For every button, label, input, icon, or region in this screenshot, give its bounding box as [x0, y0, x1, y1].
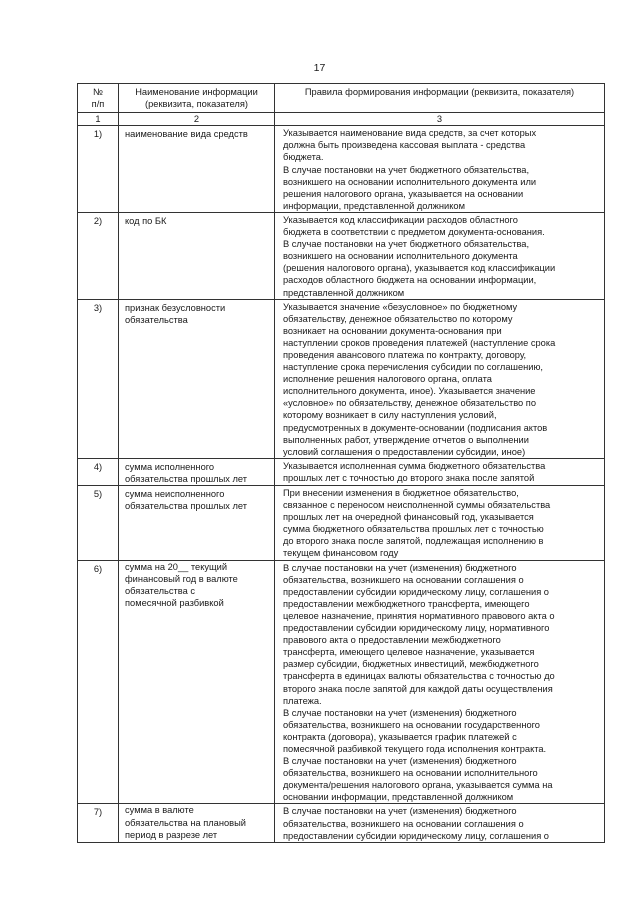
formation-rule [275, 212, 605, 299]
table-header-row [78, 84, 605, 113]
formation-rule-line: обязательства, возникшего на основании исполнительного [283, 768, 538, 779]
formation-rule-line: контракта (договора), указывается график платежей с [283, 731, 517, 742]
column-index: 1 [78, 113, 119, 126]
formation-rule-line: обязательству, денежное обязательство по которому [283, 313, 513, 324]
row-number: 7) [78, 804, 119, 842]
requisite-name-line: обязательства прошлых лет [125, 501, 248, 512]
formation-rule-line: возникшего на основании исполнительного документа [283, 251, 518, 262]
formation-rule-line: второго знака после запятой для каждой даты осуществления [283, 683, 553, 694]
requisite-name-line: обязательства на плановый [125, 817, 246, 828]
formation-rule-line: Указывается исполненная сумма бюджетного обязательства [283, 460, 546, 471]
formation-rule-line: возникает на основании документа-основания при [283, 325, 502, 336]
formation-rule-line: исполнение решения налогового органа, оплата [283, 374, 492, 385]
requisite-name [119, 486, 275, 561]
formation-rule-line: Указывается значение «безусловное» по бюджетному [283, 301, 518, 312]
requisite-name-line: помесячной разбивкой [125, 597, 224, 608]
formation-rule-line: расходов областного бюджета на основании информации, [283, 275, 537, 286]
formation-rule-line: основании информации, представленной должником [283, 792, 514, 803]
formation-rule-line: информации, представленной должником [283, 200, 465, 211]
requisite-name [119, 212, 275, 299]
requisite-name-line: обязательства [125, 314, 188, 325]
formation-rule-line: текущем финансовом году [283, 548, 399, 559]
row-number: 2) [78, 212, 119, 299]
formation-rule-line: (решения налогового органа), указывается код классификации [283, 263, 556, 274]
requisite-name-line: сумма исполненного [125, 461, 215, 472]
table-row [78, 804, 605, 842]
formation-rule-line: бюджета. [283, 152, 324, 163]
requisite-name-line: сумма в валюте [125, 805, 194, 816]
formation-rule-line: выполненных работ, утверждение отчетов о выполнении [283, 434, 529, 445]
formation-rule-line: документа/решения налогового органа, указывается сумма на [283, 780, 553, 791]
formation-rule-line: обязательства, возникшего на основании государственного [283, 719, 540, 730]
formation-rule-line: обязательства, возникшего на основании соглашения о [283, 574, 524, 585]
requisite-name [119, 126, 275, 213]
header-name-line: Наименование информации [135, 87, 258, 97]
formation-rule-line: Указывается наименование вида средств, за счет которых [283, 128, 537, 139]
page-number: 17 [313, 62, 326, 74]
column-index: 3 [275, 113, 605, 126]
formation-rule-line: прошлых лет на очередной финансовый год, указывается [283, 512, 534, 523]
requisite-name [119, 458, 275, 485]
requisite-name [119, 804, 275, 842]
formation-rule-line: В случае постановки на учет (изменения) бюджетного [283, 707, 517, 718]
formation-rule-line: помесячной разбивкой текущего года исполнения контракта. [283, 743, 547, 754]
formation-rule-line: платежа. [283, 695, 322, 706]
formation-rule [275, 126, 605, 213]
table-row [78, 560, 605, 804]
formation-rule-line: предоставлении субсидии юридическому лицу, нормативного [283, 623, 550, 634]
formation-rule-line: В случае постановки на учет (изменения) бюджетного [283, 562, 517, 573]
formation-rule-line: «условное» по обязательству, денежное обязательство по [283, 398, 536, 409]
formation-rule-line: связанное с переносом неисполненной суммы обязательства [283, 500, 551, 511]
formation-rule-line: бюджета в соответствии с предметом документа-основания. [283, 227, 545, 238]
formation-rule [275, 804, 605, 842]
formation-rule-line: предоставлении межбюджетного трансферта, имеющего [283, 598, 530, 609]
formation-rule [275, 486, 605, 561]
formation-rule-line: предусмотренных в документе-основании (подписания актов [283, 422, 548, 433]
formation-rule-line: исполнительного документа, иное). Указывается значение [283, 386, 536, 397]
table-row [78, 486, 605, 561]
formation-rule-line: обязательства, возникшего на основании соглашения о [283, 818, 524, 829]
table-row [78, 126, 605, 213]
table-row [78, 299, 605, 458]
requisite-name [119, 560, 275, 804]
formation-rule-line: целевое назначение, принятия нормативного правового акта о [283, 610, 555, 621]
row-number: 5) [78, 486, 119, 561]
formation-rule-line: правового акта о предоставлении межбюджетного [283, 635, 501, 646]
column-index-row [78, 113, 605, 126]
formation-rule-line: проведения авансового платежа по контракту, договору, [283, 349, 527, 360]
formation-rule-line: При внесении изменения в бюджетное обязательство, [283, 488, 519, 498]
formation-rule-line: предоставлении субсидии юридическому лицу, соглашения о [283, 830, 549, 841]
formation-rule-line: наступление срока перечисления субсидии по соглашению, [283, 362, 544, 373]
formation-rule-line: которому возникает в силу наступления условий, [283, 410, 497, 421]
row-number: 6) [78, 560, 119, 804]
row-number: 4) [78, 458, 119, 485]
formation-rule-line: наступлении сроков проведения платежей (наступление срока [283, 337, 556, 348]
requisites-table [77, 83, 605, 843]
formation-rule-line: должна быть произведена кассовая выплата - средства [283, 140, 526, 151]
header-name-line: (реквизита, показателя) [145, 99, 248, 110]
requisite-name-line: наименование вида средств [125, 129, 248, 140]
header-num-line: п/п [91, 99, 105, 110]
header-num [78, 84, 119, 113]
formation-rule [275, 299, 605, 458]
table-row [78, 212, 605, 299]
requisite-name-line: период в разрезе лет [125, 829, 218, 840]
formation-rule [275, 560, 605, 804]
formation-rule-line: прошлых лет с точностью до второго знака после запятой [283, 472, 535, 483]
formation-rule-line: размер субсидии, бюджетных инвестиций, межбюджетного [283, 659, 539, 670]
row-number: 3) [78, 299, 119, 458]
formation-rule-line: предоставлении субсидии юридическому лицу, соглашения о [283, 586, 549, 597]
requisite-name-line: обязательства прошлых лет [125, 473, 248, 484]
formation-rule-line: до второго знака после запятой, подлежащая исполнению в [283, 536, 544, 547]
formation-rule-line: представленной должником [283, 287, 405, 298]
formation-rule-line: условий соглашения о предоставлении субсидии, иное) [283, 446, 526, 457]
formation-rule-line: В случае постановки на учет бюджетного обязательства, [283, 164, 530, 175]
table-row [78, 458, 605, 485]
formation-rule-line: В случае постановки на учет (изменения) бюджетного [283, 756, 517, 767]
formation-rule-line: В случае постановки на учет (изменения) бюджетного [283, 806, 517, 817]
row-number: 1) [78, 126, 119, 213]
requisite-name-line: финансовый год в валюте [125, 573, 238, 584]
requisite-name-line: сумма неисполненного [125, 489, 225, 499]
requisite-name-line: код по БК [125, 215, 167, 226]
formation-rule-line: Указывается код классификации расходов областного [283, 214, 518, 225]
formation-rule [275, 458, 605, 485]
header-name [119, 84, 275, 113]
column-index: 2 [119, 113, 275, 126]
requisite-name-line: сумма на 20__ текущий [125, 561, 228, 572]
requisite-name [119, 299, 275, 458]
formation-rule-line: трансферта, имеющего целевое назначение, указывается [283, 647, 535, 658]
formation-rule-line: возникшего на основании исполнительного документа или [283, 176, 537, 187]
formation-rule-line: решения налогового органа, указывается на основании [283, 188, 524, 199]
requisite-name-line: признак безусловности [125, 302, 226, 313]
formation-rule-line: трансферта в единицах валюты обязательства с точностью до [283, 671, 555, 682]
header-num-line: № [93, 87, 103, 97]
header-rule: Правила формирования информации (реквизита, показателя) [275, 84, 605, 113]
formation-rule-line: В случае постановки на учет бюджетного обязательства, [283, 239, 530, 250]
requisite-name-line: обязательства с [125, 585, 195, 596]
formation-rule-line: сумма бюджетного обязательства прошлых лет с точностью [283, 524, 544, 535]
